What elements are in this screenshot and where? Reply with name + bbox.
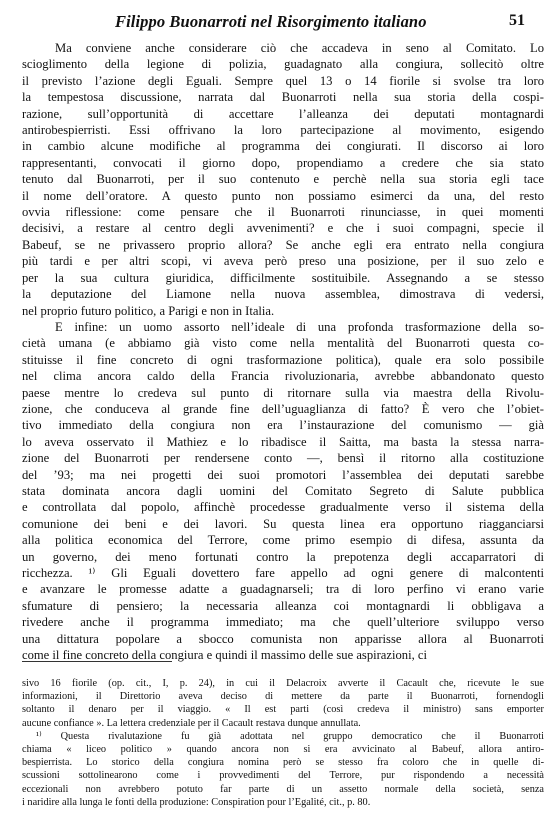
text-line: antirobespierristi. Essi offrivano la loro partecipazione al movimento, esigendo [22, 123, 544, 138]
text-line: scussioni sottolinearono come i provvedimenti del Terrore, pur rispondendo a necessità [22, 770, 544, 782]
text-line: sfumature di pensiero; la necessaria alleanza coi montagnardi li obbligava a [22, 598, 544, 613]
text-line: tivo immediato della congiura non era l’instaurazione del comunismo — già [22, 418, 544, 433]
text-line: cietà umana (e abbiamo già visto come nella mentalità del Buonarroti questa co- [22, 336, 544, 351]
text-line: e avanzare le promesse adatte a guadagnarseli; tra di loro perfino vi erano varie [22, 582, 544, 597]
text-line: scioglimento della legione di polizia, guadagnato alla congiura, sollecitò oltre [22, 57, 544, 72]
text-line: chiama « liceo politico » quando ancora non si era avvicinato al Babeuf, allora antiro- [22, 744, 544, 756]
text-line: ¹⁾ Questa rivalutazione fu già adottata nel gruppo democratico che il Buonarroti [36, 730, 544, 742]
footnote [22, 730, 544, 809]
footnotes [22, 677, 544, 809]
text-line: rivedere anche il programma immediato; ma che quell’ulteriore sviluppo verso [22, 615, 544, 630]
text-line: come il fine concreto della congiura e quindi il massimo delle sue aspirazioni, ci [22, 648, 427, 663]
text-line: Ma conviene anche considerare ciò che accadeva in seno al Comitato. Lo [55, 41, 544, 55]
text-line: i naridire alla lunga le fonti della produzione: Conspiration pour l’Egalité, cit., p. 80. [22, 796, 371, 808]
text-line: più tardi e per altri scopi, vi aveva però preso una posizione, per il suo zelo e [22, 254, 544, 269]
running-header [0, 12, 550, 32]
text-line: un governo, dei meno fortunati contro la prepotenza degli accaparratori di [22, 549, 544, 564]
text-line: Babeuf, se ne privassero proprio allora? Se anche egli era entrato nella congiura [22, 237, 544, 252]
text-line: nel clima ancora caldo della Francia rivoluzionaria, avrebbe abbandonato questo [22, 369, 544, 384]
text-line: ricchezza. ¹⁾ Gli Eguali dovettero fare appello ad ogni genere di malcontenti [22, 566, 544, 580]
main-text [22, 40, 544, 663]
text-line: zione del Buonarroti per rendersene conto —, bensì il ritorno alla costituzione [22, 451, 544, 466]
paragraph [22, 319, 544, 664]
text-line: informazioni, il Direttorio aveva deciso di mettere da parte il Buonarroti, fornendogli [22, 691, 544, 703]
text-line: soltanto il denaro per il viaggio. « Il est parti (così credeva il ministro) sans emporter [22, 704, 544, 716]
text-line: la deputazione del Liamone nella nuova assemblea, dimostrava di vedersi, [22, 287, 544, 302]
text-line: comunione dei beni e dei lavori. Su questa linea era opportuno riagganciarsi [22, 516, 544, 531]
text-line: in cambio alcune modifiche al programma dei congiurati. Il discorso ai loro [22, 139, 544, 154]
text-line: e controllata dal popolo, affinchè procedesse gradualmente verso il sistema della [22, 500, 544, 515]
text-line: E infine: un uomo assorto nell’ideale di una profonda trasformazione della so- [55, 319, 544, 334]
text-line: paese mentre lo credeva sul punto di ritornare sulla via maestra della Rivolu- [22, 385, 544, 400]
text-line: stata dominata ancora dagli uomini del Comitato Segreto di Salute pubblica [22, 483, 544, 498]
text-line: la tempestosa discussione, narrata dal Buonarroti nella sua storia della cospi- [22, 90, 544, 105]
paragraph [22, 40, 544, 319]
text-line: una dittatura popolare a sbocco comunista non apparisse allora al Buonarroti [22, 631, 544, 646]
text-line: stituisse il fine concreto di ogni trasformazione politica), quale era solo possibile [22, 352, 544, 367]
text-line: tenuto dal Buonarroti, per il suo contenuto e perchè nella sua storia egli tace [22, 172, 544, 187]
text-line: lo aveva osservato il Mathiez e lo ribadisce il Saitta, ma basta la stessa narra- [22, 434, 544, 449]
footnote-separator [22, 661, 172, 662]
text-line: razione, sull’opportunità di accettare l’alleanza dei deputati montagnardi [22, 106, 544, 121]
text-line: sivo 16 fiorile (op. cit., I, p. 24), in cui il Delacroix avverte il Cacault che, ricevute le sue [22, 678, 544, 689]
text-line: bespierrista. Lo storico della congiura nomina però se stesso fra coloro che in quelle di- [22, 757, 544, 769]
text-line: eccezionali non avrebbero potuto far parte di un assetto normale della società, senza [22, 783, 544, 795]
text-line: il nome dell’oratore. A questo punto non possiamo esimerci da una, del resto [22, 188, 544, 203]
footnote [22, 677, 544, 730]
text-line: zione, che conduceva al grande fine dell’uguaglianza di fatto? È vero che l’obiet- [22, 401, 544, 416]
text-line: decisivi, a restare al centro degli avvenimenti? e che i suoi compagni, specie il [22, 221, 544, 236]
text-line: il previsto l’azione degli Eguali. Sempre quel 13 o 14 fiorile si svolse tra loro [22, 73, 544, 88]
text-line: aucune confiance ». La lettera credenziale per il Cacault restava dunque annullata. [22, 717, 361, 729]
text-line: rappresentanti, convocati il giorno dopo, propendiamo a credere che sia stato [22, 155, 544, 170]
text-line: alla politica economica del Terrore, come primo esempio di difesa, assunta da [22, 533, 544, 548]
text-line: ovvia riflessione: come pensare che il Buonarroti rinunciasse, in quei momenti [22, 205, 544, 220]
text-line: nel proprio futuro politico, a Parigi e non in Italia. [22, 303, 275, 318]
running-title: Filippo Buonarroti nel Risorgimento italiano [115, 12, 427, 31]
page-number: 51 [509, 12, 525, 29]
text-line: per la sua cultura giuridica, difficilmente sostituibile. Assegnando a se stesso [22, 270, 544, 285]
text-line: del ’93; ma nei progetti dei suoi promotori l’assemblea dei deputati sarebbe [22, 467, 544, 482]
